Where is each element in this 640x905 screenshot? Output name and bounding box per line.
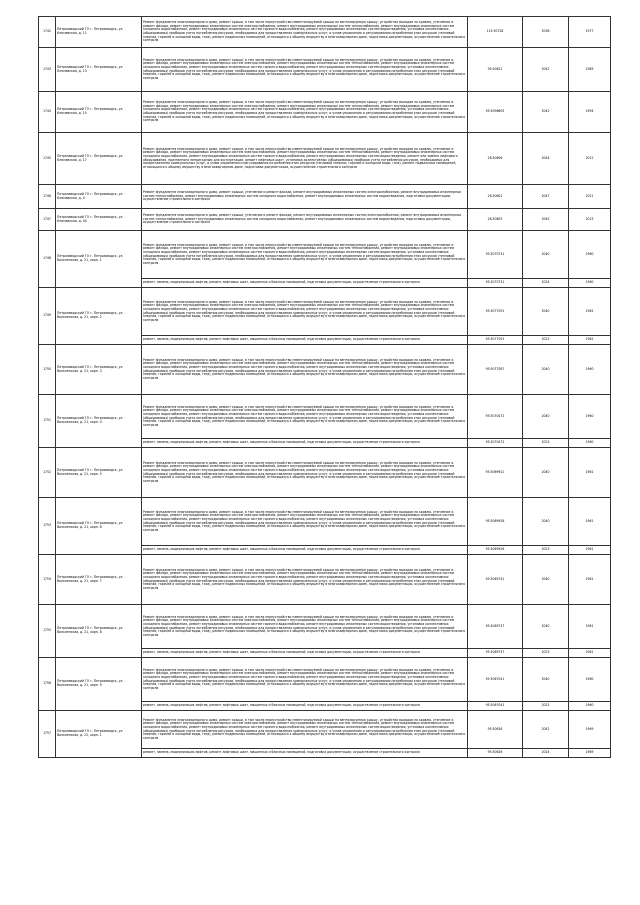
cost-cell: 95.5069737 (468, 605, 523, 649)
commission-year-cell: 1961 (569, 498, 611, 546)
table-row (39, 448, 611, 498)
commission-year-cell: 1961 (569, 605, 611, 649)
table-row (39, 711, 611, 749)
cost-cell: 95.50626 (468, 711, 523, 749)
cost-cell: 95.50621 (468, 48, 523, 92)
commission-year-cell: 1960 (569, 395, 611, 439)
works-description-cell: ремонт, замена, модернизация лифтов, ремонт лифтовых шахт, машинных и блочных помещений, подготовка документации, осуществление строительного контроля (142, 546, 468, 555)
address-cell: Петрозаводский ГО г. Петрозаводск, ул. Вольненская, д. 21, корп. 8 (56, 605, 142, 658)
commission-year-cell: 1961 (569, 555, 611, 605)
works-description-cell: Ремонт фундамента многоквартирного дома, ремонт крыши, в том числе переустройство невентилируемой крыши на вентилируемую крышу, устройство выходов на кровлю, утепление и ремонт фасада, ремонт внутридомовых инженерных систем электроснабжения, ремонт внутридомовых инженерных систем теплоснабжения, ремонт внутридомовых инженерных систем холодного водоснабжения, ремонт внутридомовых инженерных систем горячего водоснабжения, ремонт внутридомовых инженерных систем водоотведения, установка коллективных (общедомовых) приборов учета потребления ресурсов, необходимых для предоставления коммунальных услуг, и узлов управления и регулирования потребления этих ресурсов (тепловой энергии, горячей и холодной воды, газа), ремонт подвальных помещений, относящихся к общему имуществу в многоквартирном доме, подготовка документации, осуществление строительного контроля (142, 48, 468, 92)
commission-year-cell: 2015 (569, 209, 611, 231)
commission-year-cell: 1960 (569, 345, 611, 395)
address-cell: Петрозаводский ГО г. Петрозаводск, ул. Ключевская, д. 13 (56, 48, 142, 92)
row-number: 1751 (39, 395, 56, 448)
planned-year-cell: 2024 (523, 279, 569, 288)
commission-year-cell: 2012 (569, 133, 611, 185)
table-row (39, 92, 611, 133)
planned-year-cell: 2024 (523, 749, 569, 758)
planned-year-cell: 2023 (523, 336, 569, 345)
address-cell: Петрозаводский ГО г. Петрозаводск, ул. Вольненская, д. 21, корп. 4 (56, 395, 142, 448)
commission-year-cell: 1969 (569, 749, 611, 758)
address-cell: Петрозаводский ГО г. Петрозаводск, ул. Ключевская, д. 15 (56, 92, 142, 133)
works-description-cell: Ремонт фундамента многоквартирного дома, ремонт крыши, в том числе переустройство невентилируемой крыши на вентилируемую крышу, устройство выходов на кровлю, утепление и ремонт фасада, ремонт внутридомовых инженерных систем электроснабжения, ремонт внутридомовых инженерных систем теплоснабжения, ремонт внутридомовых инженерных систем холодного водоснабжения, ремонт внутридомовых инженерных систем горячего водоснабжения, ремонт внутридомовых инженерных систем водоотведения, установка коллективных (общедомовых) приборов учета потребления ресурсов, необходимых для предоставления коммунальных услуг, и узлов управления и регулирования потребления этих ресурсов (тепловой энергии, горячей и холодной воды, газа), ремонт подвальных помещений, относящихся к общему имуществу в многоквартирном доме, подготовка документации, осуществление строительного контроля (142, 17, 468, 48)
works-description-cell: ремонт, замена, модернизация лифтов, ремонт лифтовых шахт, машинных и блочных помещений, подготовка документации, осуществление строительного контроля (142, 649, 468, 658)
cost-cell: 95.5070472 (468, 395, 523, 439)
row-number: 1742 (39, 17, 56, 48)
works-description-cell: Ремонт фундамента многоквартирного дома, ремонт крыши, утепление и ремонт фасада, ремонт внутридомовых инженерных систем электроснабжения, ремонт внутридомовых инженерных систем теплоснабжения, ремонт внутридомовых инженерных систем холодного водоснабжения, ремонт внутридомовых инженерных систем водоотведения, подготовка документации, осуществление строительного контроля (142, 185, 468, 209)
planned-year-cell: 2040 (523, 288, 569, 336)
planned-year-cell: 2038 (523, 17, 569, 48)
table-row (39, 605, 611, 649)
document-page (38, 16, 606, 758)
address-cell: Петрозаводский ГО г. Петрозаводск, ул. Вольненская, д. 21, корп. 6 (56, 498, 142, 555)
works-description-cell: ремонт, замена, модернизация лифтов, ремонт лифтовых шахт, машинных и блочных помещений, подготовка документации, осуществление строительного контроля (142, 279, 468, 288)
planned-year-cell: 2044 (523, 133, 569, 185)
commission-year-cell: 1961 (569, 649, 611, 658)
cost-cell: 28.50601 (468, 185, 523, 209)
commission-year-cell: 1960 (569, 279, 611, 288)
table-row (39, 395, 611, 439)
planned-year-cell: 2045 (523, 209, 569, 231)
address-cell: Петрозаводский ГО г. Петрозаводск, ул. Ключевская, д. 11 (56, 17, 142, 48)
commission-year-cell: 1962 (569, 288, 611, 336)
capital-repair-table (38, 16, 611, 758)
commission-year-cell: 1960 (569, 702, 611, 711)
planned-year-cell: 2040 (523, 498, 569, 546)
planned-year-cell: 2042 (523, 92, 569, 133)
planned-year-cell: 2040 (523, 555, 569, 605)
row-number: 1753 (39, 498, 56, 555)
works-description-cell: Ремонт фундамента многоквартирного дома, ремонт крыши, утепление и ремонт фасада, ремонт внутридомовых инженерных систем электроснабжения, ремонт внутридомовых инженерных систем теплоснабжения, ремонт внутридомовых инженерных систем холодного водоснабжения, ремонт внутридомовых инженерных систем водоотведения, подготовка документации, осуществление строительного контроля (142, 209, 468, 231)
table-row (39, 658, 611, 702)
cost-cell: 95.5069921 (468, 448, 523, 498)
table-row (39, 555, 611, 605)
row-number: 1748 (39, 231, 56, 288)
table-row (39, 48, 611, 92)
works-description-cell: ремонт, замена, модернизация лифтов, ремонт лифтовых шахт, машинных и блочных помещений, подготовка документации, осуществление строительного контроля (142, 749, 468, 758)
commission-year-cell: 1985 (569, 48, 611, 92)
row-number: 1752 (39, 448, 56, 498)
cost-cell: 95.50626 (468, 749, 523, 758)
cost-cell: 95.5069737 (468, 649, 523, 658)
commission-year-cell: 1960 (569, 439, 611, 448)
address-cell: Петрозаводский ГО г. Петрозаводск, ул. Вольненская, д. 21, корп. 2 (56, 288, 142, 345)
works-description-cell: Ремонт фундамента многоквартирного дома, ремонт крыши, в том числе переустройство невентилируемой крыши на вентилируемую крышу, устройство выходов на кровлю, утепление и ремонт фасада, ремонт внутридомовых инженерных систем электроснабжения, ремонт внутридомовых инженерных систем теплоснабжения, ремонт внутридомовых инженерных систем холодного водоснабжения, ремонт внутридомовых инженерных систем горячего водоснабжения, ремонт внутридомовых инженерных систем водоотведения, установка коллективных (общедомовых) приборов учета потребления ресурсов, необходимых для предоставления коммунальных услуг, и узлов управления и регулирования потребления этих ресурсов (тепловой энергии, горячей и холодной воды, газа), ремонт подвальных помещений, относящихся к общему имуществу в многоквартирном доме, подготовка документации, осуществление строительного контроля (142, 395, 468, 439)
works-description-cell: Ремонт фундамента многоквартирного дома, ремонт крыши, в том числе переустройство невентилируемой крыши на вентилируемую крышу, устройство выходов на кровлю, утепление и ремонт фасада, ремонт внутридомовых инженерных систем электроснабжения, ремонт внутридомовых инженерных систем теплоснабжения, ремонт внутридомовых инженерных систем холодного водоснабжения, ремонт внутридомовых инженерных систем горячего водоснабжения, ремонт внутридомовых инженерных систем водоотведения, установка коллективных (общедомовых) приборов учета потребления ресурсов, необходимых для предоставления коммунальных услуг, и узлов управления и регулирования потребления этих ресурсов (тепловой энергии, горячей и холодной воды, газа), ремонт подвальных помещений, относящихся к общему имуществу в многоквартирном доме, подготовка документации, осуществление строительного контроля (142, 92, 468, 133)
cost-cell: 95.5069741 (468, 555, 523, 605)
row-number: 1743 (39, 48, 56, 92)
cost-cell: 95.5070731 (468, 231, 523, 279)
planned-year-cell: 2023 (523, 649, 569, 658)
planned-year-cell: 2040 (523, 448, 569, 498)
address-cell: Петрозаводский ГО г. Петрозаводск, ул. Ключевская, д. 17 (56, 133, 142, 185)
table-row (39, 185, 611, 209)
works-description-cell: Ремонт фундамента многоквартирного дома, ремонт крыши, в том числе переустройство невентилируемой крыши на вентилируемую крышу, устройство выходов на кровлю, утепление и ремонт фасада, ремонт внутридомовых инженерных систем электроснабжения, ремонт внутридомовых инженерных систем теплоснабжения, ремонт внутридомовых инженерных систем холодного водоснабжения, ремонт внутридомовых инженерных систем горячего водоснабжения, ремонт внутридомовых инженерных систем водоотведения, установка коллективных (общедомовых) приборов учета потребления ресурсов, необходимых для предоставления коммунальных услуг, и узлов управления и регулирования потребления этих ресурсов (тепловой энергии, горячей и холодной воды, газа), ремонт подвальных помещений, относящихся к общему имуществу в многоквартирном доме, подготовка документации, осуществление строительного контроля (142, 605, 468, 649)
row-number: 1754 (39, 555, 56, 605)
row-number: 1750 (39, 345, 56, 395)
planned-year-cell: 2040 (523, 658, 569, 702)
cost-cell: 95.5077087 (468, 345, 523, 395)
planned-year-cell: 2023 (523, 702, 569, 711)
address-cell: Петрозаводский ГО г. Петрозаводск, ул. Вольненская, д. 22, корп. 1 (56, 711, 142, 758)
works-description-cell: Ремонт фундамента многоквартирного дома, ремонт крыши, в том числе переустройство невентилируемой крыши на вентилируемую крышу, устройство выходов на кровлю, утепление и ремонт фасада, ремонт внутридомовых инженерных систем электроснабжения, ремонт внутридомовых инженерных систем теплоснабжения, ремонт внутридомовых инженерных систем холодного водоснабжения, ремонт внутридомовых инженерных систем горячего водоснабжения, ремонт внутридомовых инженерных систем водоотведения, установка коллективных (общедомовых) приборов учета потребления ресурсов, необходимых для предоставления коммунальных услуг, и узлов управления и регулирования потребления этих ресурсов (тепловой энергии, горячей и холодной воды, газа), ремонт подвальных помещений, относящихся к общему имуществу в многоквартирном доме, подготовка документации, осуществление строительного контроля (142, 448, 468, 498)
commission-year-cell: 1962 (569, 336, 611, 345)
planned-year-cell: 2042 (523, 711, 569, 749)
works-description-cell: ремонт, замена, модернизация лифтов, ремонт лифтовых шахт, машинных и блочных помещений, подготовка документации, осуществление строительного контроля (142, 439, 468, 448)
works-description-cell: Ремонт фундамента многоквартирного дома, ремонт крыши, в том числе переустройство невентилируемой крыши на вентилируемую крышу, устройство выходов на кровлю, утепление и ремонт фасада, ремонт внутридомовых инженерных систем электроснабжения, ремонт внутридомовых инженерных систем теплоснабжения, ремонт внутридомовых инженерных систем холодного водоснабжения, ремонт внутридомовых инженерных систем горячего водоснабжения, ремонт внутридомовых инженерных систем водоотведения, установка коллективных (общедомовых) приборов учета потребления ресурсов, необходимых для предоставления коммунальных услуг, и узлов управления и регулирования потребления этих ресурсов (тепловой энергии, горячей и холодной воды, газа), ремонт подвальных помещений, относящихся к общему имуществу в многоквартирном доме, подготовка документации, осуществление строительного контроля (142, 498, 468, 546)
table-row (39, 345, 611, 395)
cost-cell: 95.5096605 (468, 92, 523, 133)
cost-cell: 95.5069926 (468, 546, 523, 555)
commission-year-cell: 1969 (569, 711, 611, 749)
planned-year-cell: 2040 (523, 231, 569, 279)
row-number: 1756 (39, 658, 56, 711)
works-description-cell: ремонт, замена, модернизация лифтов, ремонт лифтовых шахт, машинных и блочных помещений, подготовка документации, осуществление строительного контроля (142, 336, 468, 345)
planned-year-cell: 2023 (523, 439, 569, 448)
cost-cell: 115.50728 (468, 17, 523, 48)
works-description-cell: Ремонт фундамента многоквартирного дома, ремонт крыши, в том числе переустройство невентилируемой крыши на вентилируемую крышу, устройство выходов на кровлю, утепление и ремонт фасада, ремонт внутридомовых инженерных систем электроснабжения, ремонт внутридомовых инженерных систем теплоснабжения, ремонт внутридомовых инженерных систем холодного водоснабжения, ремонт внутридомовых инженерных систем горячего водоснабжения, ремонт внутридомовых инженерных систем водоотведения, установка коллективных (общедомовых) приборов учета потребления ресурсов, необходимых для предоставления коммунальных услуг, и узлов управления и регулирования потребления этих ресурсов (тепловой энергии, горячей и холодной воды, газа), ремонт подвальных помещений, относящихся к общему имуществу в многоквартирном доме, подготовка документации, осуществление строительного контроля (142, 711, 468, 749)
commission-year-cell: 1961 (569, 448, 611, 498)
row-number: 1745 (39, 133, 56, 185)
row-number: 1755 (39, 605, 56, 658)
table-row (39, 498, 611, 546)
cost-cell: 95.5067041 (468, 658, 523, 702)
commission-year-cell: 1960 (569, 231, 611, 279)
table-row (39, 231, 611, 279)
cost-cell: 28.50605 (468, 209, 523, 231)
commission-year-cell: 1961 (569, 546, 611, 555)
works-description-cell: Ремонт фундамента многоквартирного дома, ремонт крыши, в том числе переустройство невентилируемой крыши на вентилируемую крышу, устройство выходов на кровлю, утепление и ремонт фасада, ремонт внутридомовых инженерных систем электроснабжения, ремонт внутридомовых инженерных систем теплоснабжения, ремонт внутридомовых инженерных систем холодного водоснабжения, ремонт внутридомовых инженерных систем горячего водоснабжения, ремонт внутридомовых инженерных систем водоотведения, установка коллективных (общедомовых) приборов учета потребления ресурсов, необходимых для предоставления коммунальных услуг, и узлов управления и регулирования потребления этих ресурсов (тепловой энергии, горячей и холодной воды, газа), ремонт подвальных помещений, относящихся к общему имуществу в многоквартирном доме, подготовка документации, осуществление строительного контроля (142, 345, 468, 395)
row-number: 1746 (39, 185, 56, 209)
works-description-cell: ремонт, замена, модернизация лифтов, ремонт лифтовых шахт, машинных и блочных помещений, подготовка документации, осуществление строительного контроля (142, 702, 468, 711)
planned-year-cell: 2047 (523, 185, 569, 209)
address-cell: Петрозаводский ГО г. Петрозаводск, ул. Вольненская, д. 21, корп. 3 (56, 345, 142, 395)
address-cell: Петрозаводский ГО г. Петрозаводск, ул. Ключевская, д. 44 (56, 209, 142, 231)
commission-year-cell: 2021 (569, 185, 611, 209)
address-cell: Петрозаводский ГО г. Петрозаводск, ул. Вольненская, д. 21, корп. 7 (56, 555, 142, 605)
address-cell: Петрозаводский ГО г. Петрозаводск, ул. Вольненская, д. 21, корп. 5 (56, 448, 142, 498)
row-number: 1747 (39, 209, 56, 231)
cost-cell: 95.5067041 (468, 702, 523, 711)
planned-year-cell: 2042 (523, 48, 569, 92)
table-row (39, 17, 611, 48)
planned-year-cell: 2040 (523, 345, 569, 395)
row-number: 1757 (39, 711, 56, 758)
planned-year-cell: 2040 (523, 395, 569, 439)
cost-cell: 95.5070472 (468, 439, 523, 448)
cost-cell: 95.5070731 (468, 279, 523, 288)
works-description-cell: Ремонт фундамента многоквартирного дома, ремонт крыши, в том числе переустройство невентилируемой крыши на вентилируемую крышу, устройство выходов на кровлю, утепление и ремонт фасада, ремонт внутридомовых инженерных систем электроснабжения, ремонт внутридомовых инженерных систем теплоснабжения, ремонт внутридомовых инженерных систем холодного водоснабжения, ремонт внутридомовых инженерных систем горячего водоснабжения, ремонт внутридомовых инженерных систем водоотведения, установка коллективных (общедомовых) приборов учета потребления ресурсов, необходимых для предоставления коммунальных услуг, и узлов управления и регулирования потребления этих ресурсов (тепловой энергии, горячей и холодной воды, газа), ремонт подвальных помещений, относящихся к общему имуществу в многоквартирном доме, подготовка документации, осуществление строительного контроля (142, 555, 468, 605)
works-description-cell: Ремонт фундамента многоквартирного дома, ремонт крыши, в том числе переустройство невентилируемой крыши на вентилируемую крышу, устройство выходов на кровлю, утепление и ремонт фасада, ремонт внутридомовых инженерных систем электроснабжения, ремонт внутридомовых инженерных систем теплоснабжения, ремонт внутридомовых инженерных систем холодного водоснабжения, ремонт внутридомовых инженерных систем горячего водоснабжения, ремонт внутридомовых инженерных систем водоотведения, установка коллективных (общедомовых) приборов учета потребления ресурсов, необходимых для предоставления коммунальных услуг, и узлов управления и регулирования потребления этих ресурсов (тепловой энергии, горячей и холодной воды, газа), ремонт подвальных помещений, относящихся к общему имуществу в многоквартирном доме, подготовка документации, осуществление строительного контроля (142, 288, 468, 336)
address-cell: Петрозаводский ГО г. Петрозаводск, ул. Вольненская, д. 21, корп. 1 (56, 231, 142, 288)
planned-year-cell: 2040 (523, 605, 569, 649)
works-description-cell: Ремонт фундамента многоквартирного дома, ремонт крыши, в том числе переустройство невентилируемой крыши на вентилируемую крышу, устройство выходов на кровлю, утепление и ремонт фасада, ремонт внутридомовых инженерных систем электроснабжения, ремонт внутридомовых инженерных систем теплоснабжения, ремонт внутридомовых инженерных систем холодного водоснабжения, ремонт внутридомовых инженерных систем горячего водоснабжения, ремонт внутридомовых инженерных систем водоотведения, установка коллективных (общедомовых) приборов учета потребления ресурсов, необходимых для предоставления коммунальных услуг, и узлов управления и регулирования потребления этих ресурсов (тепловой энергии, горячей и холодной воды, газа), ремонт подвальных помещений, относящихся к общему имуществу в многоквартирном доме, подготовка документации, осуществление строительного контроля (142, 658, 468, 702)
table-row (39, 133, 611, 185)
address-cell: Петрозаводский ГО г. Петрозаводск, ул. Ключевская, д. 4 (56, 185, 142, 209)
cost-cell: 28.50606 (468, 133, 523, 185)
cost-cell: 95.5069926 (468, 498, 523, 546)
table-row (39, 209, 611, 231)
cost-cell: 95.5077091 (468, 336, 523, 345)
planned-year-cell: 2023 (523, 546, 569, 555)
commission-year-cell: 1977 (569, 17, 611, 48)
works-description-cell: Ремонт фундамента многоквартирного дома, ремонт крыши, в том числе переустройство невентилируемой крыши на вентилируемую крышу, устройство выходов на кровлю, утепление и ремонт фасада, ремонт внутридомовых инженерных систем электроснабжения, ремонт внутридомовых инженерных систем теплоснабжения, ремонт внутридомовых инженерных систем холодного водоснабжения, ремонт внутридомовых инженерных систем горячего водоснабжения, ремонт внутридомовых инженерных систем водоотведения, установка коллективных (общедомовых) приборов учета потребления ресурсов, необходимых для предоставления коммунальных услуг, и узлов управления и регулирования потребления этих ресурсов (тепловой энергии, горячей и холодной воды, газа), ремонт подвальных помещений, относящихся к общему имуществу в многоквартирном доме, подготовка документации, осуществление строительного контроля (142, 231, 468, 279)
table-body (39, 17, 611, 758)
row-number: 1744 (39, 92, 56, 133)
commission-year-cell: 1994 (569, 92, 611, 133)
cost-cell: 95.5077091 (468, 288, 523, 336)
commission-year-cell: 1960 (569, 658, 611, 702)
works-description-cell: Ремонт фундамента многоквартирного дома, ремонт крыши, в том числе переустройство невентилируемой крыши на вентилируемую крышу, устройство выходов на кровлю, утепление и ремонт фасада, ремонт внутридомовых инженерных систем электроснабжения, ремонт внутридомовых инженерных систем теплоснабжения, ремонт внутридомовых инженерных систем холодного водоснабжения, ремонт внутридомовых инженерных систем горячего водоснабжения, ремонт внутридомовых инженерных систем водоотведения, ремонт или замена лифтового оборудования, признанного непригодным для эксплуатации, ремонт лифтовых шахт, установка коллективных (общедомовых) приборов учета потребления ресурсов, необходимых для предоставления коммунальных услуг, и узлов управления и регулирования потребления этих ресурсов (тепловой энергии, горячей и холодной воды, газа), ремонт подвальных помещений, относящихся к общему имуществу в многоквартирном доме, подготовка документации, осуществление строительного контроля (142, 133, 468, 185)
row-number: 1749 (39, 288, 56, 345)
table-row (39, 288, 611, 336)
address-cell: Петрозаводский ГО г. Петрозаводск, ул. Вольненская, д. 21, корп. 9 (56, 658, 142, 711)
